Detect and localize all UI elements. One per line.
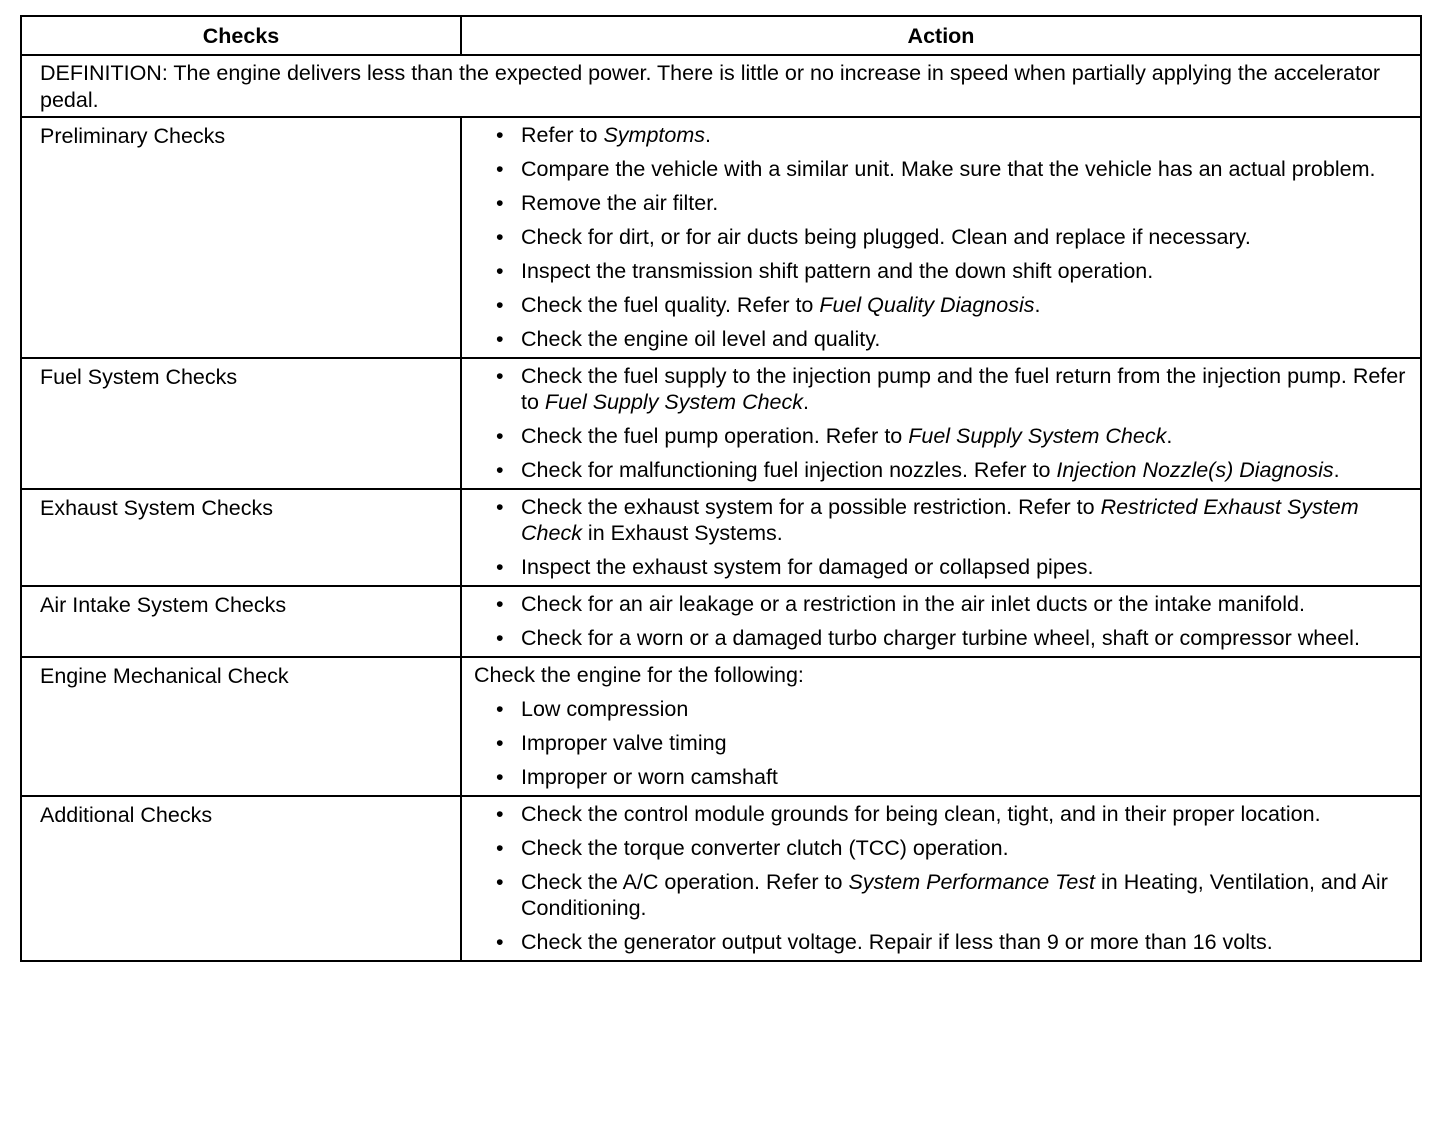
action-list [474,591,1408,651]
reference-link-text: Symptoms [603,123,706,147]
reference-link-text: System Performance Test [848,870,1096,894]
action-intro: Check the engine for the following: [474,663,804,687]
check-row [21,796,1421,961]
check-name: Preliminary Checks [21,117,461,358]
check-row [21,358,1421,489]
checks-column-header: Checks [21,16,461,55]
action-cell [461,586,1421,657]
action-item: • Inspect the exhaust system for damaged or collapsed pipes. [474,554,1408,580]
action-list [474,122,1408,352]
action-item: • Check the fuel quality. Refer to Fuel Quality Diagnosis. [474,292,1408,318]
reference-link-text: Fuel Supply System Check [544,390,804,414]
action-item: • Compare the vehicle with a similar unit. Make sure that the vehicle has an actual problem. [474,156,1408,182]
action-item: • Check the torque converter clutch (TCC) operation. [474,835,1408,861]
action-column-header: Action [461,16,1421,55]
reference-link-text: Restricted Exhaust System Check [521,495,1359,545]
check-name: Fuel System Checks [21,358,461,489]
action-list [474,494,1408,580]
reference-link-text: Fuel Supply System Check [908,424,1167,448]
action-item: • Check the fuel supply to the injection pump and the fuel return from the injection pump. Refer to Fuel Supply System Check. [474,363,1408,415]
action-item: • Check for malfunctioning fuel injection nozzles. Refer to Injection Nozzle(s) Diagnosis. [474,457,1408,483]
action-list [474,696,1408,790]
action-cell [461,796,1421,961]
action-item: • Refer to Symptoms. [474,122,1408,148]
action-list [474,801,1408,955]
reference-link-text: Fuel Quality Diagnosis [819,293,1035,317]
action-item: • Check the control module grounds for being clean, tight, and in their proper location. [474,801,1408,827]
action-item: • Check the generator output voltage. Repair if less than 9 or more than 16 volts. [474,929,1408,955]
action-cell [461,657,1421,796]
action-item: • Low compression [474,696,1408,722]
reference-link-text: Injection Nozzle(s) Diagnosis [1056,458,1334,482]
check-row [21,117,1421,358]
diagnosis-table [20,15,1422,962]
definition-text: DEFINITION: The engine delivers less than the expected power. There is little or no increase in speed when partially applying the accelerator pedal. [21,55,1421,117]
check-name: Engine Mechanical Check [21,657,461,796]
check-row [21,657,1421,796]
action-item: • Check for a worn or a damaged turbo charger turbine wheel, shaft or compressor wheel. [474,625,1408,651]
check-row [21,586,1421,657]
action-item: • Improper or worn camshaft [474,764,1408,790]
action-item: • Check for an air leakage or a restriction in the air inlet ducts or the intake manifold. [474,591,1408,617]
action-cell [461,489,1421,586]
action-cell [461,117,1421,358]
definition-row [21,55,1421,117]
action-item: • Check for dirt, or for air ducts being plugged. Clean and replace if necessary. [474,224,1408,250]
action-list [474,363,1408,483]
action-item: • Check the exhaust system for a possible restriction. Refer to Restricted Exhaust System Check in Exhaust Systems. [474,494,1408,546]
action-item: • Check the A/C operation. Refer to System Performance Test in Heating, Ventilation, and Air Conditioning. [474,869,1408,921]
check-row [21,489,1421,586]
check-name: Exhaust System Checks [21,489,461,586]
action-item: • Remove the air filter. [474,190,1408,216]
action-cell [461,358,1421,489]
check-name: Air Intake System Checks [21,586,461,657]
check-name: Additional Checks [21,796,461,961]
action-item: • Check the engine oil level and quality. [474,326,1408,352]
header-row [21,16,1421,55]
action-item: • Inspect the transmission shift pattern and the down shift operation. [474,258,1408,284]
action-item: • Check the fuel pump operation. Refer to Fuel Supply System Check. [474,423,1408,449]
action-item: • Improper valve timing [474,730,1408,756]
